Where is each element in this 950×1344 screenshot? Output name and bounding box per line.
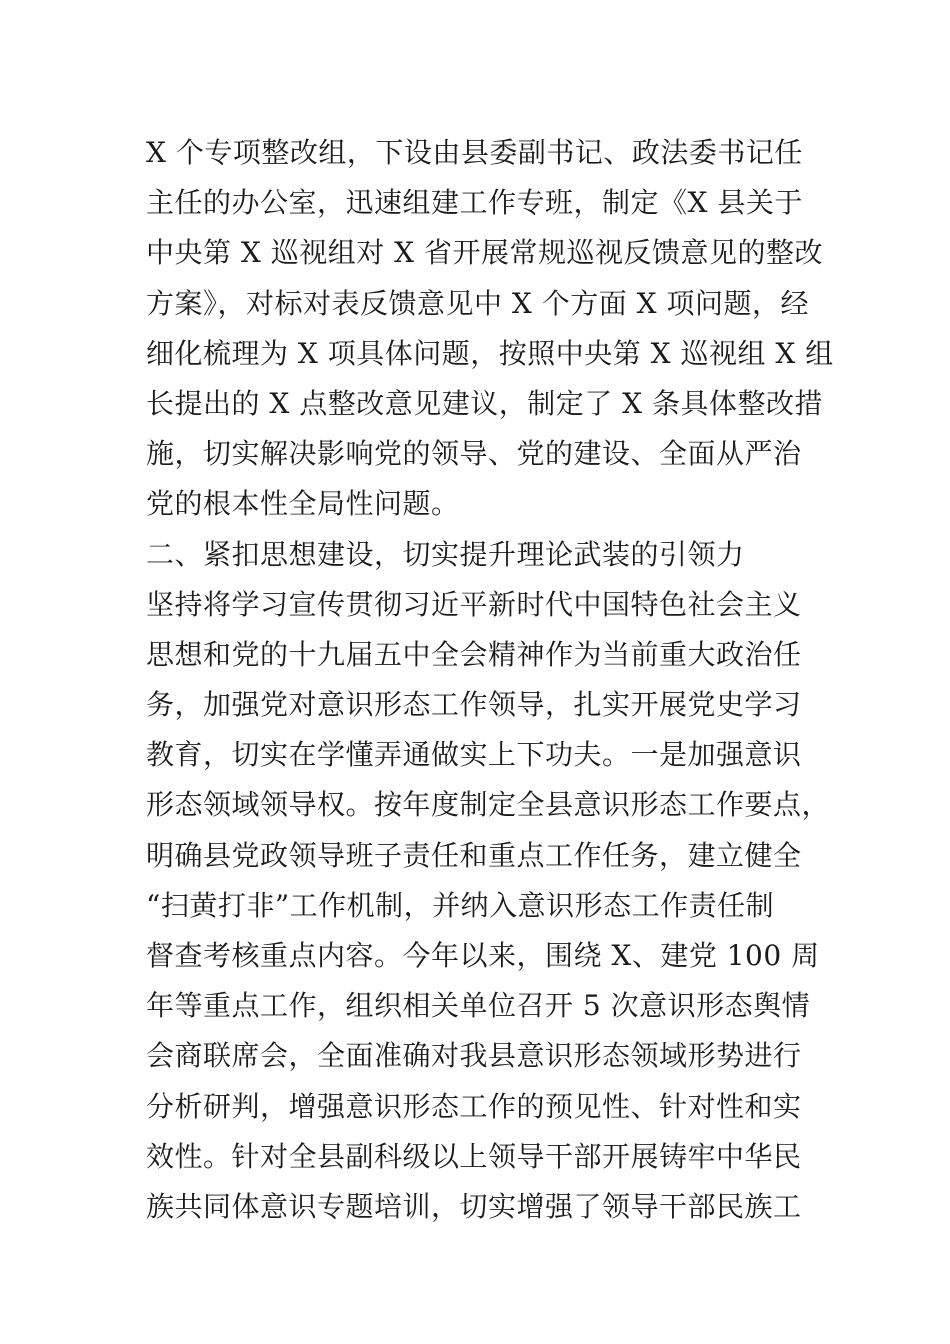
text-line: 分析研判，增强意识形态工作的预见性、针对性和实 bbox=[146, 1089, 802, 1123]
text-line: 会商联席会，全面准确对我县意识形态领域形势进行 bbox=[146, 1039, 802, 1073]
text-line: 年等重点工作，组织相关单位召开 5 次意识形态舆情 bbox=[146, 989, 811, 1023]
text-line: 坚持将学习宣传贯彻习近平新时代中国特色社会主义 bbox=[146, 587, 802, 621]
text-line: 族共同体意识专题培训，切实增强了领导干部民族工 bbox=[146, 1189, 802, 1223]
text-line: 长提出的 X 点整改意见建议，制定了 X 条具体整改措 bbox=[146, 386, 823, 420]
text-line: 教育，切实在学懂弄通做实上下功夫。一是加强意识 bbox=[146, 738, 802, 772]
text-line: 督查考核重点内容。今年以来，围绕 X、建党 100 周 bbox=[146, 939, 820, 972]
text-line: X 个专项整改组，下设由县委副书记、政法委书记任 bbox=[146, 136, 803, 169]
text-line: 明确县党政领导班子责任和重点工作任务，建立健全 bbox=[146, 838, 802, 872]
text-line: 方案》，对标对表反馈意见中 X 个方面 X 项问题，经 bbox=[146, 286, 809, 320]
text-line: 效性。针对全县副科级以上领导干部开展铸牢中华民 bbox=[146, 1139, 802, 1173]
text-line: 务，加强党对意识形态工作领导，扎实开展党史学习 bbox=[146, 688, 802, 722]
text-line: 施，切实解决影响党的领导、党的建设、全面从严治 bbox=[146, 437, 802, 471]
text-line: 党的根本性全局性问题。 bbox=[146, 487, 460, 521]
text-line: 思想和党的十九届五中全会精神作为当前重大政治任 bbox=[146, 637, 802, 671]
text-line: “扫黄打非”工作机制，并纳入意识形态工作责任制 bbox=[146, 888, 775, 922]
text-line: 主任的办公室，迅速组建工作专班，制定《X 县关于 bbox=[146, 186, 803, 220]
text-line: 形态领域领导权。按年度制定全县意识形态工作要点， bbox=[146, 788, 831, 822]
body-text bbox=[146, 128, 834, 1232]
section-heading: 二、紧扣思想建设，切实提升理论武装的引领力 bbox=[146, 537, 745, 571]
text-line: 中央第 X 巡视组对 X 省开展常规巡视反馈意见的整改 bbox=[146, 236, 823, 270]
text-line: 细化梳理为 X 项具体问题，按照中央第 X 巡视组 X 组 bbox=[146, 336, 834, 370]
